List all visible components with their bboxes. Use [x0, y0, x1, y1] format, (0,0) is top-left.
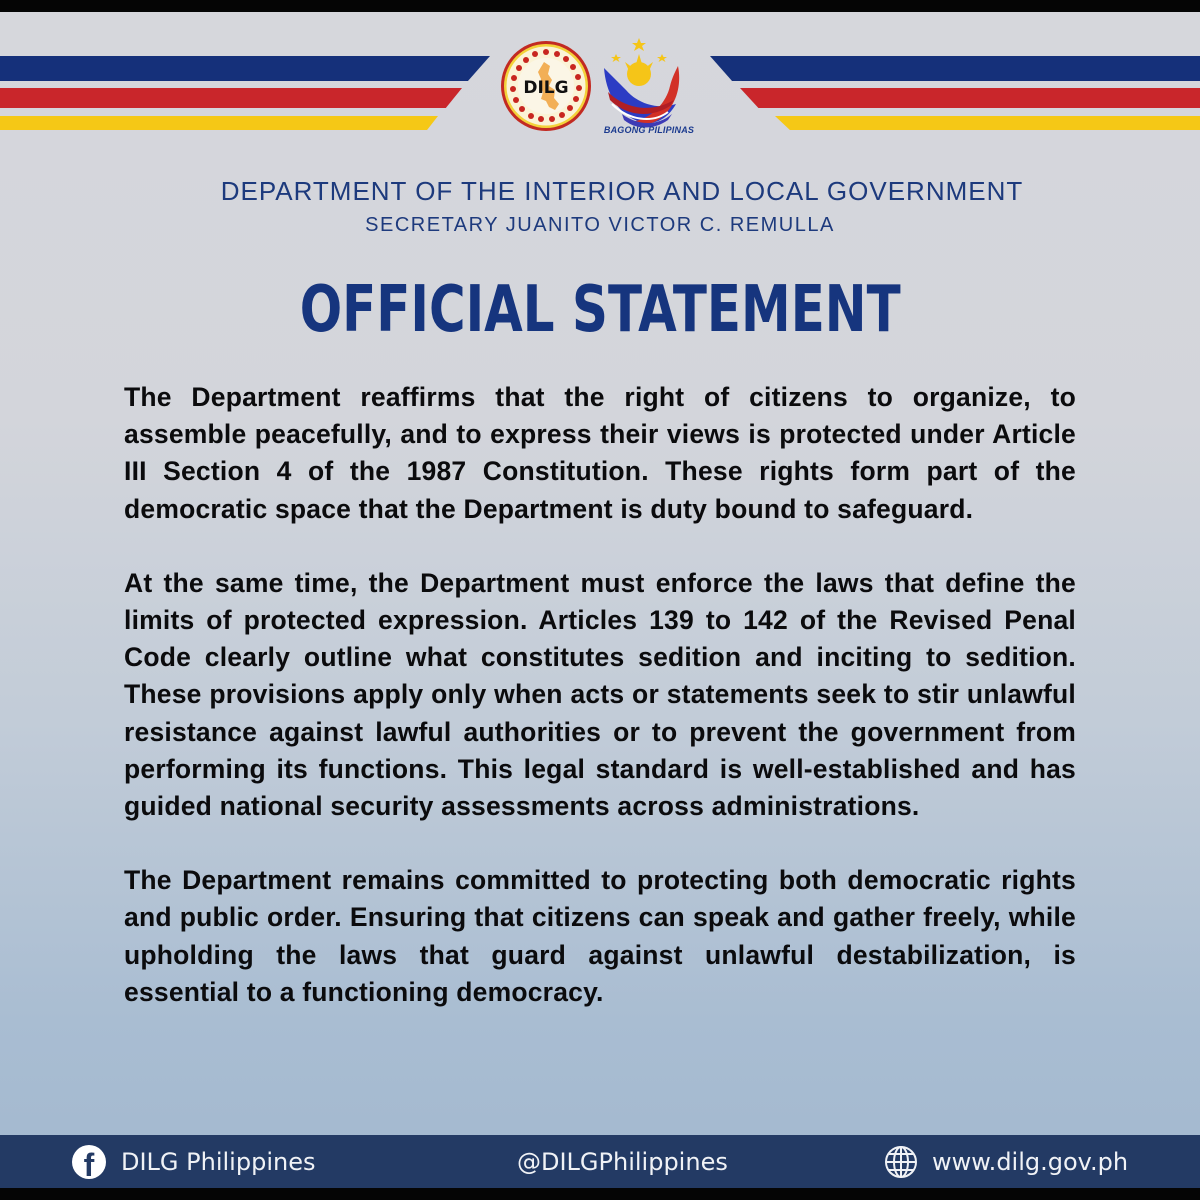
top-black-border: [0, 0, 1200, 12]
facebook-link[interactable]: [72, 1135, 315, 1188]
facebook-label: DILG Philippines: [121, 1147, 316, 1176]
right-blue-stripe: [710, 56, 1200, 81]
paragraph-2: At the same time, the Department must enforce the laws that define the limits of protected expression. Articles 139 to 142 of the Revised Penal Code clearly outline what constitutes sedition and inciting to sedition. These provisions apply only when acts or statements seek to stir unlawful resistance against lawful authorities or to prevent the government from performing its functions. This legal standard is well-established and has guided national security assessments across administrations.: [124, 567, 1076, 822]
department-name: DEPARTMENT OF THE INTERIOR AND LOCAL GOVERNMENT: [220, 176, 1024, 206]
website-link[interactable]: [883, 1135, 1128, 1188]
footer-bar: [0, 1135, 1200, 1188]
paragraph-3: The Department remains committed to protecting both democratic rights and public order. Ensuring that citizens can speak and gather freely, while upholding the laws that guard against unlawful destabilization, is essential to a functioning democracy.: [124, 865, 1076, 1007]
website-url: www.dilg.gov.ph: [932, 1147, 1129, 1176]
bagong-pilipinas-label: BAGONG PILIPINAS: [603, 125, 695, 135]
svg-text:DILG: DILG: [523, 78, 569, 98]
social-handle-link[interactable]: [517, 1135, 728, 1188]
left-yellow-stripe: [0, 116, 438, 130]
statement-body: [124, 379, 1076, 1011]
globe-icon: [883, 1144, 919, 1180]
bottom-black-border: [0, 1188, 1200, 1200]
left-blue-stripe: [0, 56, 490, 81]
bagong-pilipinas-logo: [598, 34, 708, 138]
paragraph-1: The Department reaffirms that the right of citizens to organize, to assemble peacefully, and to express their views is protected under Article III Section 4 of the 1987 Constitution. These rights form part of the democratic space that the Department is duty bound to safeguard.: [124, 382, 1076, 524]
secretary-name: SECRETARY JUANITO VICTOR C. REMULLA: [365, 214, 835, 236]
left-red-stripe: [0, 88, 462, 108]
right-yellow-stripe: [775, 116, 1200, 130]
facebook-icon: f: [72, 1145, 106, 1179]
page-title: [0, 268, 1200, 352]
dilg-seal-logo: [500, 40, 592, 132]
page-title-text: OFFICIAL STATEMENT: [299, 273, 901, 347]
social-handle: @DILGPhilippines: [517, 1147, 728, 1176]
right-red-stripe: [740, 88, 1200, 108]
